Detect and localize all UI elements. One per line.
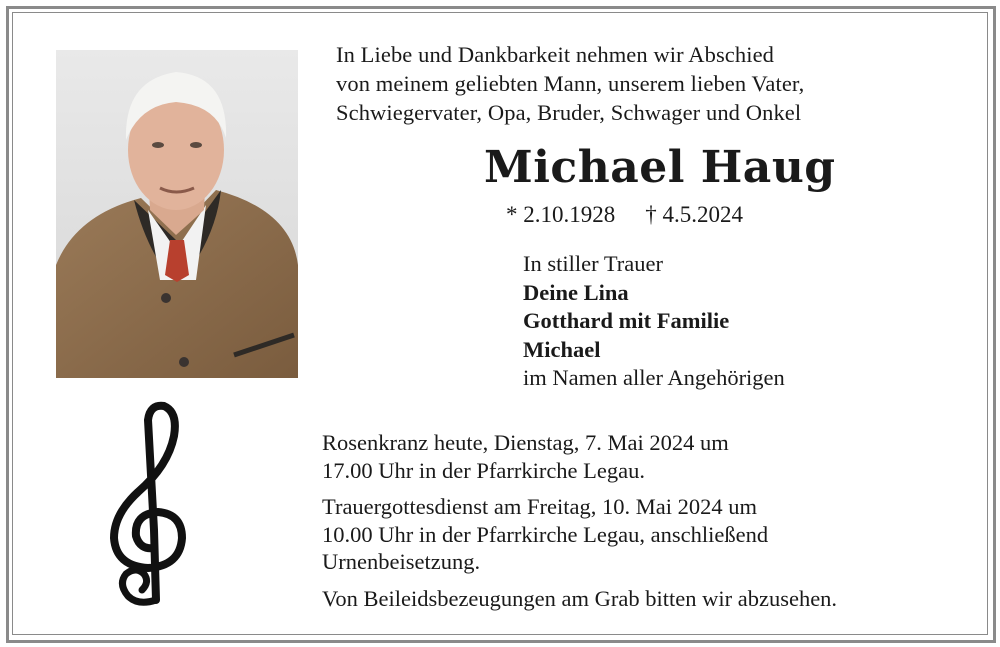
rosary-line: Rosenkranz heute, Dienstag, 7. Mai 2024 um <box>322 430 729 455</box>
mourners-block <box>523 250 785 393</box>
mourners-closing: im Namen aller Angehörigen <box>523 365 785 390</box>
intro-line: Schwiegervater, Opa, Bruder, Schwager und Onkel <box>336 100 802 125</box>
service-line: Urnenbeisetzung. <box>322 549 481 574</box>
death-date: † 4.5.2024 <box>645 202 743 227</box>
service-line: Trauergottesdienst am Freitag, 10. Mai 2024 um <box>322 494 757 519</box>
rosary-line: 17.00 Uhr in der Pfarrkirche Legau. <box>322 457 646 483</box>
birth-date: * 2.10.1928 <box>506 202 616 227</box>
portrait-photo <box>56 50 298 378</box>
intro-line: In Liebe und Dankbarkeit nehmen wir Abschied <box>336 42 775 67</box>
intro-text <box>336 40 956 127</box>
life-dates <box>506 202 743 228</box>
deceased-name: Michael Haug <box>484 142 836 193</box>
note-line: Von Beileidsbezeugungen am Grab bitten wir abzusehen. <box>322 585 838 611</box>
mourner-name: Deine Lina <box>523 279 629 305</box>
mourner-name: Michael <box>523 336 601 362</box>
service-line: 10.00 Uhr in der Pfarrkirche Legau, anschließend <box>322 521 769 547</box>
mourner-name: Gotthard mit Familie <box>523 308 730 333</box>
mourners-heading: In stiller Trauer <box>523 251 663 276</box>
intro-line: von meinem geliebten Mann, unserem lieben Vater, <box>336 71 805 96</box>
service-details <box>322 420 972 621</box>
treble-clef-icon <box>104 400 196 610</box>
